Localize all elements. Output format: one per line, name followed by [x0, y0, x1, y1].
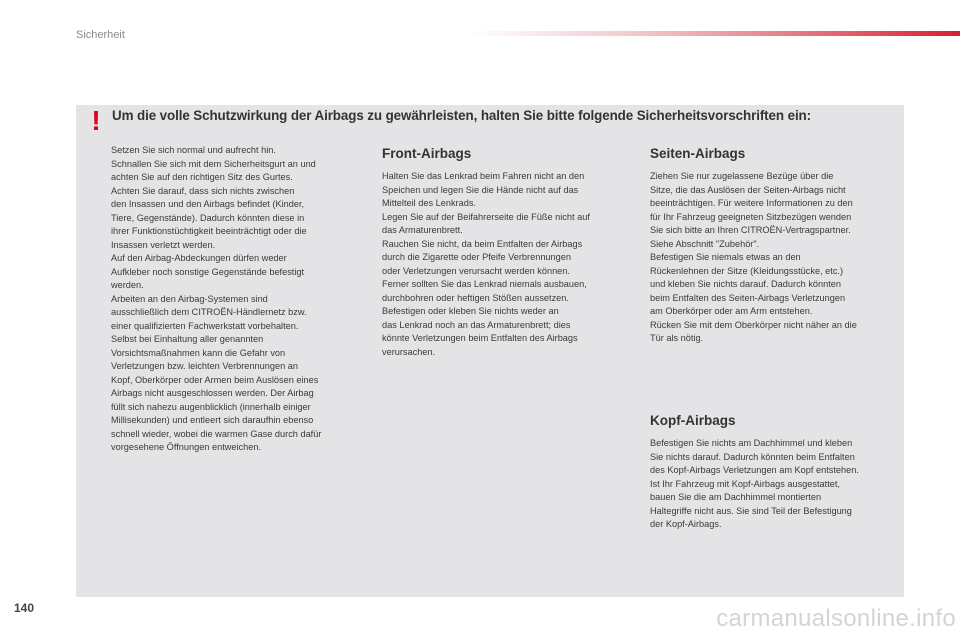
- text-line: des Kopf-Airbags Verletzungen am Kopf entstehen.: [650, 465, 859, 475]
- text-line: den Insassen und den Airbags befindet (Kinder,: [111, 199, 305, 209]
- section-label: Sicherheit: [76, 29, 125, 41]
- page-number: 140: [14, 601, 35, 615]
- text-line: Tiere, Gegenstände). Dadurch könnten diese in: [111, 212, 305, 223]
- text-line: Rückenlehnen der Sitze (Kleidungsstücke, etc.): [650, 265, 844, 276]
- exclamation-icon: !: [91, 105, 101, 136]
- text-line: oder Verletzungen verursacht werden können.: [382, 265, 570, 276]
- watermark: carmanualsonline.info: [716, 605, 956, 632]
- head-airbags-text: [650, 437, 902, 532]
- text-line: das Lenkrad noch an das Armaturenbrett; dies: [382, 319, 571, 330]
- front-airbags-heading: Front-Airbags: [382, 146, 472, 161]
- text-line: Sie sich bitte an Ihren CITROËN-Vertragspartner.: [650, 225, 851, 235]
- text-line: vorgesehene Öffnungen entweichen.: [111, 442, 262, 452]
- front-airbags-column: [382, 145, 632, 359]
- head-airbags-heading: Kopf-Airbags: [650, 413, 736, 428]
- text-line: Legen Sie auf der Beifahrerseite die Füße nicht auf: [382, 211, 590, 222]
- safety-panel: [76, 105, 904, 597]
- text-line: ausschließlich dem CITROËN-Händlernetz bzw.: [111, 307, 307, 317]
- intro-column: [111, 144, 361, 455]
- side-airbags-column: [650, 145, 900, 346]
- text-line: Airbags nicht ausgeschlossen werden. Der Airbag: [111, 388, 314, 398]
- front-airbags-text: [382, 170, 632, 359]
- text-line: Schnallen Sie sich mit dem Sicherheitsgurt an und: [111, 158, 316, 169]
- text-line: verursachen.: [382, 346, 436, 357]
- text-line: einer qualifizierten Fachwerkstatt vorbehalten.: [111, 320, 299, 331]
- text-line: Auf den Airbag-Abdeckungen dürfen weder: [111, 253, 287, 263]
- text-line: schnell wieder, wobei die warmen Gase durch dafür: [111, 428, 322, 439]
- text-line: Ferner sollten Sie das Lenkrad niemals ausbauen,: [382, 279, 587, 289]
- text-line: Rücken Sie mit dem Oberkörper nicht näher an die: [650, 319, 857, 330]
- text-line: Rauchen Sie nicht, da beim Entfalten der Airbags: [382, 238, 583, 249]
- text-line: Befestigen Sie niemals etwas an den: [650, 252, 801, 262]
- text-line: beeinträchtigen. Für weitere Informationen zu den: [650, 198, 853, 208]
- text-line: Speichen und legen Sie die Hände nicht auf das: [382, 184, 579, 195]
- text-line: füllt sich nahezu augenblicklich (innerhalb einiger: [111, 401, 311, 412]
- text-line: Befestigen Sie nichts am Dachhimmel und kleben: [650, 438, 853, 448]
- text-line: das Armaturenbrett.: [382, 225, 463, 235]
- text-line: Kopf, Oberkörper oder Armen beim Auslösen eines: [111, 374, 319, 385]
- text-line: durch die Zigarette oder Pfeife Verbrennungen: [382, 252, 571, 262]
- text-line: Mittelteil des Lenkrads.: [382, 198, 476, 208]
- head-airbags-column: [650, 412, 902, 532]
- text-line: Insassen verletzt werden.: [111, 239, 216, 250]
- text-line: Ist Ihr Fahrzeug mit Kopf-Airbags ausgestattet,: [650, 478, 840, 489]
- text-line: Halten Sie das Lenkrad beim Fahren nicht an den: [382, 171, 585, 181]
- text-line: und kleben Sie nichts darauf. Dadurch könnten: [650, 279, 842, 289]
- text-line: ihrer Funktionstüchtigkeit beeinträchtigt oder die: [111, 226, 307, 236]
- text-line: Verletzungen bzw. leichten Verbrennungen an: [111, 361, 298, 371]
- side-airbags-text: [650, 170, 900, 346]
- text-line: beim Entfalten des Seiten-Airbags Verletzungen: [650, 292, 846, 303]
- text-line: Befestigen oder kleben Sie nichts weder an: [382, 306, 559, 316]
- header-accent-bar: [470, 31, 960, 36]
- text-line: Haltegriffe nicht aus. Sie sind Teil der Befestigung: [650, 505, 852, 516]
- text-line: Selbst bei Einhaltung aller genannten: [111, 334, 264, 344]
- text-line: Ziehen Sie nur zugelassene Bezüge über die: [650, 171, 834, 181]
- text-line: Arbeiten an den Airbag-Systemen sind: [111, 293, 268, 304]
- text-line: bauen Sie die am Dachhimmel montierten: [650, 492, 822, 502]
- text-line: Achten Sie darauf, dass sich nichts zwischen: [111, 185, 295, 196]
- text-line: Siehe Abschnitt "Zubehör".: [650, 238, 760, 249]
- text-line: Tür als nötig.: [650, 333, 704, 343]
- text-line: durchbohren oder heftigen Stößen aussetzen.: [382, 292, 569, 303]
- text-line: werden.: [111, 280, 144, 290]
- text-line: Sie nichts darauf. Dadurch könnten beim Entfalten: [650, 451, 855, 462]
- side-airbags-heading: Seiten-Airbags: [650, 146, 746, 161]
- text-line: Millisekunden) und entleert sich daraufhin ebenso: [111, 415, 314, 425]
- text-line: Aufkleber noch sonstige Gegenstände befestigt: [111, 266, 305, 277]
- text-line: achten Sie auf den richtigen Sitz des Gurtes.: [111, 172, 293, 182]
- text-line: Vorsichtsmaßnahmen kann die Gefahr von: [111, 347, 286, 358]
- text-line: am Oberkörper oder am Arm entstehen.: [650, 306, 813, 316]
- text-line: Setzen Sie sich normal und aufrecht hin.: [111, 145, 276, 155]
- text-line: der Kopf-Airbags.: [650, 519, 722, 529]
- intro-text: [111, 144, 361, 455]
- text-line: für Ihr Fahrzeug geeigneten Sitzbezügen wenden: [650, 211, 852, 222]
- text-line: könnte Verletzungen beim Entfalten des Airbags: [382, 333, 578, 343]
- text-line: Sitze, die das Auslösen der Seiten-Airbags nicht: [650, 184, 846, 195]
- panel-headline: Um die volle Schutzwirkung der Airbags zu gewährleisten, halten Sie bitte folgende Sicherheitsvorschriften ein:: [112, 108, 811, 123]
